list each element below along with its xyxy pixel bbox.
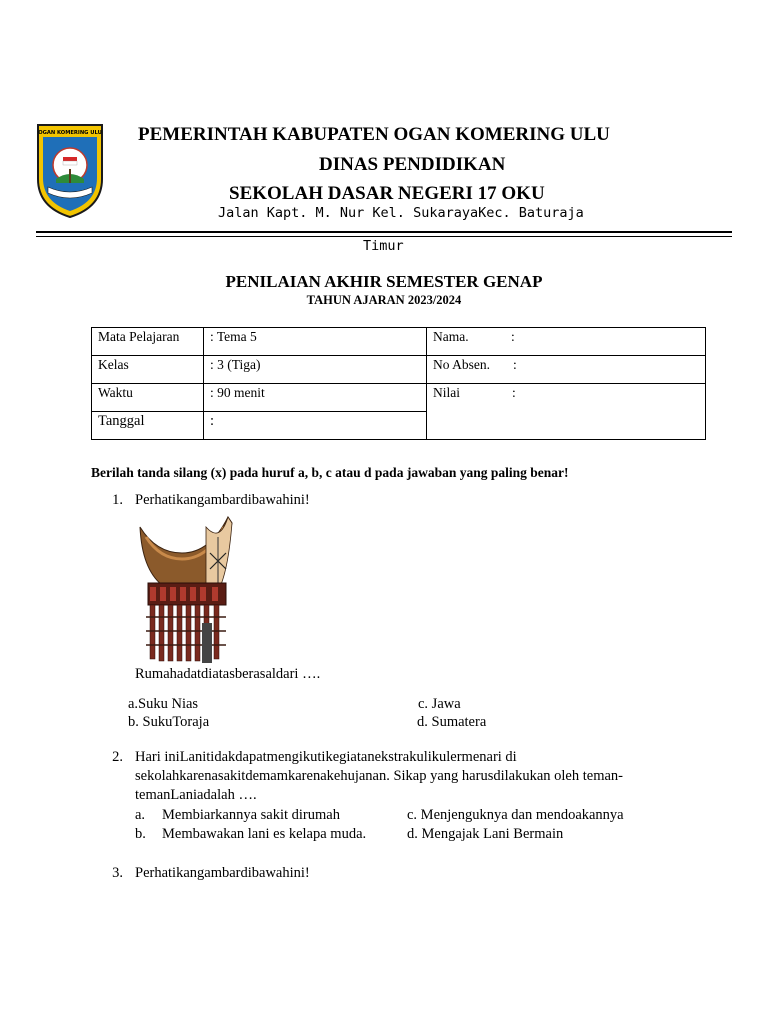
question-3-number: 3.	[112, 865, 123, 881]
question-2-letter-a: a.	[135, 807, 146, 823]
question-1-option-b[interactable]: b. SukuToraja	[128, 714, 210, 730]
question-2-option-b[interactable]: Membawakan lani es kelapa muda.	[162, 826, 367, 842]
class-label: Kelas	[92, 356, 204, 384]
question-2-line-2: sekolahkarenasakitdemamkarenakehujanan. Sikap yang harusdilakukan oleh teman-	[135, 768, 623, 784]
instruction-text: Berilah tanda silang (x) pada huruf a, b, c atau d pada jawaban yang paling benar!	[91, 465, 569, 480]
student-info-table	[91, 327, 706, 440]
question-2-option-c[interactable]: c. Menjenguknya dan mendoakannya	[407, 807, 624, 823]
district-logo	[34, 121, 106, 219]
question-1-option-a[interactable]: a.Suku Nias	[128, 696, 199, 712]
exam-subtitle: TAHUN AJARAN 2023/2024	[306, 293, 462, 307]
logo-top-text: OGAN KOMERING ULU	[38, 130, 102, 136]
question-2-line-3: temanLaniadalah ….	[135, 787, 257, 803]
question-2-letter-b: b.	[135, 826, 146, 842]
header-department: DINAS PENDIDIKAN	[319, 154, 506, 175]
school-address-continued: Timur	[363, 238, 404, 254]
question-1-prompt: Perhatikangambardibawahini!	[135, 492, 310, 508]
header-divider-thin	[36, 236, 732, 237]
name-label: Nama.	[433, 329, 469, 344]
absen-colon: :	[513, 357, 517, 372]
question-1-option-c[interactable]: c. Jawa	[418, 696, 461, 712]
question-1-option-d[interactable]: d. Sumatera	[417, 714, 487, 730]
question-1-stem: Rumahadatdiatasberasaldari ….	[135, 666, 321, 682]
table-row	[92, 384, 706, 412]
name-colon: :	[511, 329, 515, 344]
name-cell	[427, 328, 706, 356]
table-row	[92, 356, 706, 384]
time-label: Waktu	[92, 384, 204, 412]
date-label: Tanggal	[92, 412, 204, 440]
score-label: Nilai	[433, 385, 460, 400]
score-cell	[427, 384, 706, 440]
absen-cell	[427, 356, 706, 384]
header-divider-thick	[36, 231, 732, 233]
question-2-option-d[interactable]: d. Mengajak Lani Bermain	[407, 826, 564, 842]
header-school: SEKOLAH DASAR NEGERI 17 OKU	[229, 183, 545, 204]
school-address: Jalan Kapt. M. Nur Kel. SukarayaKec. Baturaja	[218, 205, 584, 221]
subject-value: : Tema 5	[204, 328, 427, 356]
question-3-prompt: Perhatikangambardibawahini!	[135, 865, 310, 881]
subject-label: Mata Pelajaran	[92, 328, 204, 356]
question-1-number: 1.	[112, 492, 123, 508]
question-2-line-1: Hari iniLanitidakdapatmengikutikegiatanekstrakulikulermenari di	[135, 749, 517, 765]
question-2-option-a[interactable]: Membiarkannya sakit dirumah	[162, 807, 340, 823]
table-row	[92, 328, 706, 356]
question-2-number: 2.	[112, 749, 123, 765]
toraja-house-image	[136, 513, 236, 665]
header-government: PEMERINTAH KABUPATEN OGAN KOMERING ULU	[138, 124, 610, 145]
exam-title: PENILAIAN AKHIR SEMESTER GENAP	[225, 272, 543, 291]
score-colon: :	[512, 385, 516, 400]
class-value: : 3 (Tiga)	[204, 356, 427, 384]
time-value: : 90 menit	[204, 384, 427, 412]
date-value: :	[204, 412, 427, 440]
absen-label: No Absen.	[433, 357, 490, 372]
